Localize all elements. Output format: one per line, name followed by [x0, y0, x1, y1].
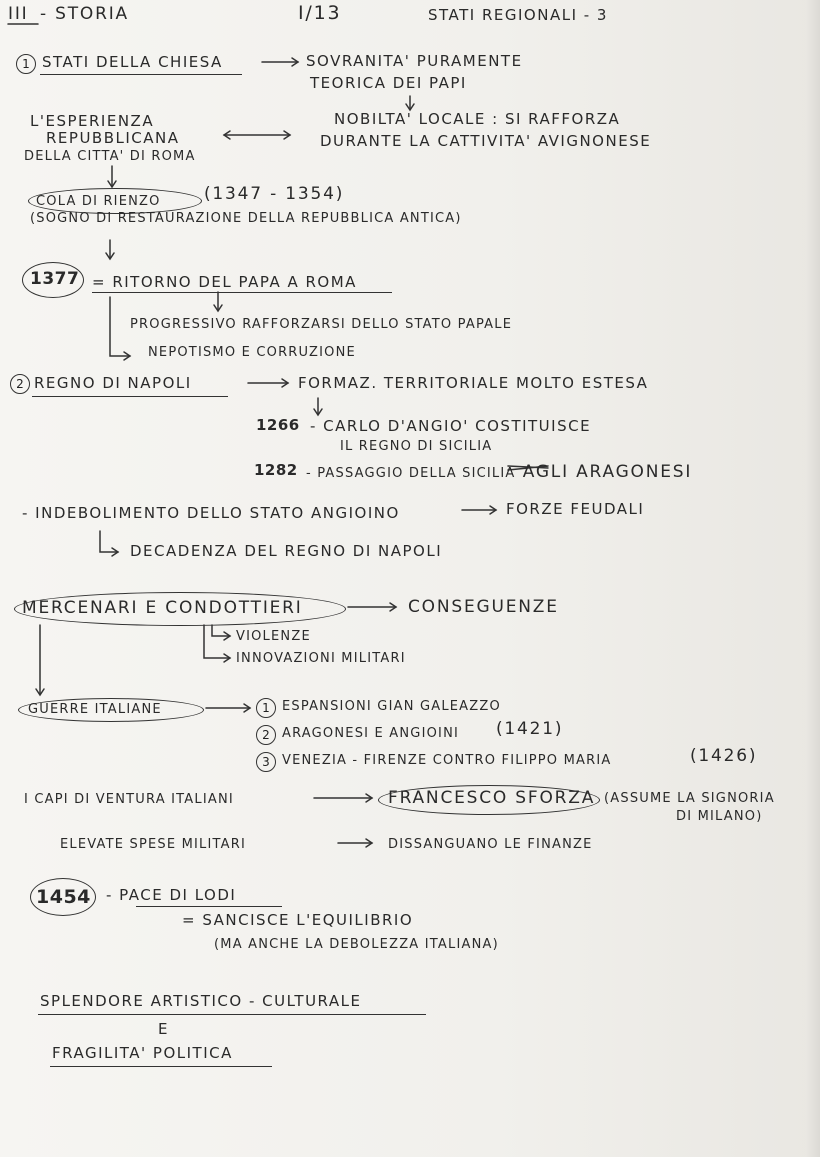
page-number: I/13	[298, 2, 342, 24]
item-2-year: (1421)	[496, 719, 564, 739]
arrow-mercenari-innovazioni	[204, 625, 230, 658]
napoli-title: REGNO DI NAPOLI	[34, 374, 192, 392]
year-1266: 1266	[256, 416, 300, 434]
sovranita-line2: TEORICA DEI PAPI	[310, 74, 467, 92]
violenze-text: VIOLENZE	[236, 629, 311, 644]
sancisce-text: = SANCISCE L'EQUILIBRIO	[182, 911, 414, 929]
indebolimento-text: - INDEBOLIMENTO DELLO STATO ANGIOINO	[22, 504, 400, 522]
fragilita-underline	[50, 1066, 272, 1067]
carlo-line1: - CARLO D'ANGIO' COSTITUISCE	[310, 417, 592, 435]
passaggio-part-b: AGLI ARAGONESI	[515, 462, 693, 482]
forze-text: FORZE FEUDALI	[506, 500, 645, 518]
item-number-circle: 2	[256, 725, 276, 745]
passaggio-part-a: - PASSAGGIO DELLA SIC	[306, 466, 487, 481]
lodi-title: - PACE DI LODI	[106, 886, 237, 904]
sovranita-line1: SOVRANITA' PURAMENTE	[306, 52, 523, 70]
decadenza-text: DECADENZA DEL REGNO DI NAPOLI	[130, 542, 443, 560]
ritorno-underline	[92, 292, 392, 293]
e-text: E	[158, 1020, 169, 1038]
arrow-indebolimento-decadenza	[100, 531, 118, 552]
passaggio-text	[306, 464, 692, 481]
section-number-circle: 2	[10, 374, 30, 394]
assume-line1: (ASSUME LA SIGNORIA	[604, 791, 775, 806]
nepotismo-text: NEPOTISMO E CORRUZIONE	[148, 345, 356, 360]
chiesa-title: STATI DELLA CHIESA	[42, 53, 223, 71]
splendore-text: SPLENDORE ARTISTICO - CULTURALE	[40, 992, 362, 1010]
innovazioni-text: INNOVAZIONI MILITARI	[236, 651, 406, 666]
year-1377: 1377	[30, 269, 80, 289]
nobilta-line2: DURANTE LA CATTIVITA' AVIGNONESE	[320, 132, 652, 150]
esperienza-line2: REPUBBLICANA	[46, 129, 180, 147]
dissanguano-text: DISSANGUANO LE FINANZE	[388, 837, 593, 852]
item-number-circle: 3	[256, 752, 276, 772]
ma-anche-text: (MA ANCHE LA DEBOLEZZA ITALIANA)	[214, 937, 499, 952]
nobilta-line1: NOBILTA' LOCALE : SI RAFFORZA	[334, 110, 621, 128]
topic-title: STATI REGIONALI - 3	[428, 6, 608, 24]
sforza-text: FRANCESCO SFORZA	[388, 788, 596, 808]
carlo-line2: IL REGNO DI SICILIA	[340, 439, 493, 454]
item-2-text: ARAGONESI E ANGIOINI	[282, 726, 460, 741]
progressivo-text: PROGRESSIVO RAFFORZARSI DELLO STATO PAPALE	[130, 317, 513, 332]
lodi-underline	[136, 906, 282, 907]
esperienza-line3: DELLA CITTA' DI ROMA	[24, 149, 196, 164]
mercenari-title: MERCENARI E CONDOTTIERI	[22, 598, 303, 618]
fragilita-text: FRAGILITA' POLITICA	[52, 1044, 233, 1062]
conseguenze-text: CONSEGUENZE	[408, 597, 559, 617]
chiesa-underline	[40, 74, 242, 75]
year-1454: 1454	[36, 886, 91, 908]
ritorno-text: = RITORNO DEL PAPA A ROMA	[92, 273, 357, 291]
napoli-underline	[32, 396, 228, 397]
item-3-year: (1426)	[690, 746, 758, 766]
guerre-title: GUERRE ITALIANE	[28, 702, 162, 717]
sogno-text: (SOGNO DI RESTAURAZIONE DELLA REPUBBLICA ANTICA)	[30, 211, 462, 226]
assume-line2: DI MILANO)	[676, 809, 763, 824]
item-3-text: VENEZIA - FIRENZE CONTRO FILIPPO MARIA	[282, 753, 612, 768]
subject-title: - STORIA	[40, 4, 129, 24]
section-number-circle: 1	[16, 54, 36, 74]
splendore-underline	[38, 1014, 426, 1015]
year-1282: 1282	[254, 461, 298, 479]
item-1-text: ESPANSIONI GIAN GALEAZZO	[282, 699, 501, 714]
cola-years: (1347 - 1354)	[204, 184, 345, 204]
item-number-circle: 1	[256, 698, 276, 718]
esperienza-line1: L'ESPERIENZA	[30, 112, 155, 130]
capi-text: I CAPI DI VENTURA ITALIANI	[24, 792, 234, 807]
cola-name: COLA DI RIENZO	[36, 194, 161, 209]
formaz-text: FORMAZ. TERRITORIALE MOLTO ESTESA	[298, 374, 649, 392]
elevate-text: ELEVATE SPESE MILITARI	[60, 837, 247, 852]
arrow-ritorno-nepotismo	[110, 297, 130, 356]
subject-numeral: III	[8, 4, 29, 24]
passaggio-struck: ILIA	[486, 466, 516, 481]
